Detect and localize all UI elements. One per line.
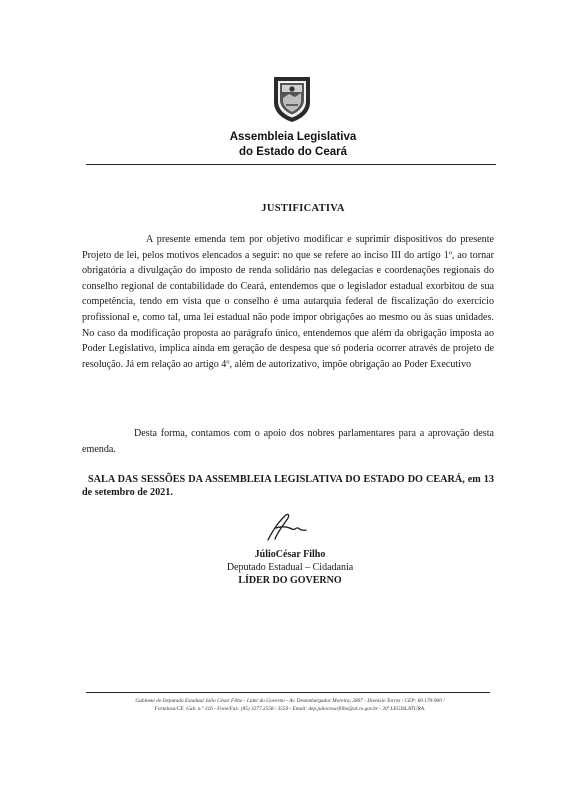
justification-text: A presente emenda tem por objetivo modificar e suprimir dispositivos do presente Projeto de lei, pelos motivos elencados a seguir: no que se refere ao inciso III do artigo 1º, ao tornar obrigatória a divulgação do imposto de renda solidário nas delegacias e coordenações regionais do conselho regional de contabilidade do Ceará, entendemos que o legislador estadual exorbitou de sua competência, tendo em vista que o conselho é uma autarquia federal de fiscalização do exercício profissional e, como tal, uma lei estadual não pode impor obrigações ao mesmo ou às suas unidades. No caso da modificação proposta ao parágrafo único, entendemos que além da obrigação imposta ao Poder Legislativo, implica ainda em geração de despesa que só poderia ocorrer através de projeto de resolução. Já em relação ao artigo 4º, além de autorizativo, impõe obrigação ao Poder Executivo [82,234,494,370]
document-title: JUSTIFICATIVA [261,203,345,214]
session-text: SALA DAS SESSÕES DA ASSEMBLEIA LEGISLATIVA DO ESTADO DO CEARÁ, em 13 de setembro de 2021. [82,474,494,498]
state-coat-of-arms-icon [271,74,313,124]
footer-divider [86,692,490,693]
signer-title: Deputado Estadual – Cidadania [226,561,354,573]
signer-name: JúlioCésar Filho [254,549,326,560]
signature-block [170,549,410,587]
handwritten-signature [262,510,312,544]
footer-line1: Gabinete do Deputado Estadual Júlio César Filho - Líder do Governo - Av. Desembargador Moreira, 2807 - Dionísio Torres / CEP: 60.170-900 / [135,698,445,704]
footer-line2: Fortaleza/CE. Gab. n.º 316 - Fone/Fax: (85) 3277.2558 / 3559 - Email: dep.juliocesarfilho@al.ce.gov.br - 30ª LEGISLATURA. [154,705,426,712]
footer-address [86,698,494,713]
session-line [82,474,494,499]
institution-name [0,130,567,160]
header-divider [86,164,496,165]
institution-name-line2: do Estado do Ceará [239,146,347,158]
closing-paragraph [82,426,494,458]
justification-paragraph [82,232,494,372]
signer-role: LÍDER DO GOVERNO [238,574,342,586]
closing-text: Desta forma, contamos com o apoio dos nobres parlamentares para a aprovação desta emenda. [82,428,494,455]
institution-name-line1: Assembleia Legislativa [229,131,357,143]
